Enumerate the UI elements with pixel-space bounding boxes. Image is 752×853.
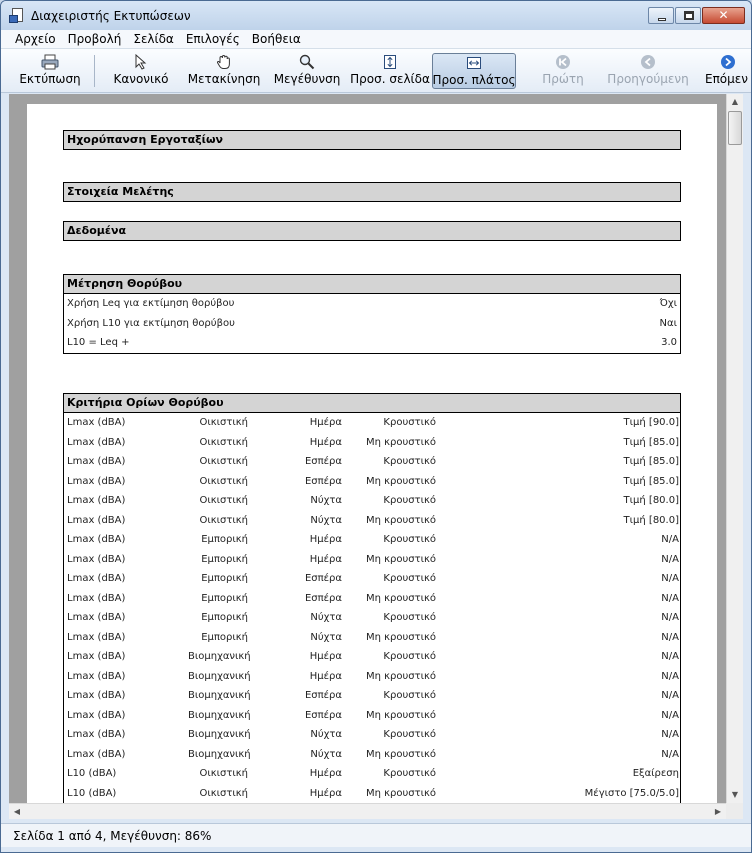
normal-mode-button[interactable] — [109, 53, 173, 89]
metric-cell: Lmax (dBA) — [67, 475, 126, 487]
table-row — [64, 530, 680, 550]
row-value: Ναι — [659, 317, 677, 329]
period-cell: Εσπέρα — [304, 475, 342, 487]
toolbar — [1, 49, 751, 93]
menu-options[interactable]: Επιλογές — [185, 32, 240, 46]
limit-cell: N/A — [661, 553, 679, 565]
period-cell: Ημέρα — [309, 787, 342, 799]
zone-cell: Οικιστική — [199, 768, 248, 780]
table-row — [64, 764, 680, 784]
first-page-icon — [553, 53, 573, 70]
horizontal-scrollbar[interactable] — [9, 803, 726, 819]
noise-type-cell: Μη κρουστικό — [365, 709, 436, 721]
table-row — [64, 647, 680, 667]
limit-cell: N/A — [661, 729, 679, 741]
scroll-down-icon[interactable]: ▼ — [731, 790, 739, 799]
report-title-section — [63, 130, 681, 150]
limit-cell: Τιμή [85.0] — [623, 436, 679, 448]
report-page — [27, 104, 717, 803]
table-row — [64, 628, 680, 648]
period-cell: Εσπέρα — [304, 592, 342, 604]
metric-cell: L10 (dBA) — [67, 768, 117, 780]
noise-type-cell: Κρουστικό — [383, 729, 436, 741]
data-section — [63, 221, 681, 241]
period-cell: Νύχτα — [310, 748, 342, 760]
next-page-label: Επόμεν — [705, 72, 748, 86]
table-row — [64, 706, 680, 726]
table-row — [64, 491, 680, 511]
metric-cell: Lmax (dBA) — [67, 729, 126, 741]
zone-cell: Βιομηχανική — [188, 690, 251, 702]
zone-cell: Οικιστική — [199, 417, 248, 429]
period-cell: Ημέρα — [309, 670, 342, 682]
fit-page-icon — [380, 53, 400, 70]
metric-cell: Lmax (dBA) — [67, 417, 126, 429]
printer-app-icon — [9, 8, 25, 24]
report-title: Ηχορύπανση Εργοταξίων — [63, 130, 681, 150]
metric-cell: Lmax (dBA) — [67, 670, 126, 682]
metric-cell: Lmax (dBA) — [67, 690, 126, 702]
menu-bar — [1, 30, 751, 49]
status-text: Σελίδα 1 από 4, Μεγέθυνση: 86% — [13, 828, 212, 843]
table-row — [64, 725, 680, 745]
table-row — [64, 413, 680, 433]
noise-type-cell: Κρουστικό — [383, 573, 436, 585]
noise-type-cell: Κρουστικό — [383, 612, 436, 624]
zoom-label: Μεγέθυνση — [273, 72, 341, 86]
scroll-left-icon[interactable]: ◀ — [13, 807, 21, 816]
limit-cell: Μέγιστο [75.0/5.0] — [584, 787, 679, 799]
metric-cell: Lmax (dBA) — [67, 553, 126, 565]
period-cell: Εσπέρα — [304, 573, 342, 585]
table-row — [64, 314, 680, 334]
window-controls — [647, 7, 745, 24]
table-row — [64, 433, 680, 453]
menu-help[interactable]: Βοήθεια — [251, 32, 301, 46]
limit-cell: Εξαίρεση — [632, 768, 679, 780]
limit-cell: Τιμή [85.0] — [623, 475, 679, 487]
noise-type-cell: Κρουστικό — [383, 534, 436, 546]
period-cell: Ημέρα — [309, 651, 342, 663]
scroll-corner — [726, 803, 743, 819]
period-cell: Εσπέρα — [304, 456, 342, 468]
fit-width-button[interactable] — [432, 53, 516, 89]
period-cell: Νύχτα — [310, 631, 342, 643]
noise-table — [63, 294, 681, 354]
noise-limits-section — [63, 393, 681, 803]
zone-cell: Βιομηχανική — [188, 670, 251, 682]
zone-cell: Βιομηχανική — [188, 651, 251, 663]
vertical-scrollbar[interactable] — [726, 94, 743, 803]
pointer-arrow-icon — [131, 53, 151, 70]
menu-page[interactable]: Σελίδα — [133, 32, 174, 46]
limit-cell: N/A — [661, 573, 679, 585]
row-label: L10 = Leq + — [67, 337, 130, 349]
limit-cell: N/A — [661, 709, 679, 721]
noise-type-cell: Μη κρουστικό — [365, 748, 436, 760]
noise-type-cell: Μη κρουστικό — [365, 787, 436, 799]
limit-cell: N/A — [661, 748, 679, 760]
previous-page-button[interactable] — [607, 53, 689, 89]
zone-cell: Οικιστική — [199, 495, 248, 507]
period-cell: Ημέρα — [309, 417, 342, 429]
hand-icon — [214, 53, 234, 70]
metric-cell: Lmax (dBA) — [67, 651, 126, 663]
table-row — [64, 667, 680, 687]
limit-cell: Τιμή [90.0] — [623, 417, 679, 429]
metric-cell: Lmax (dBA) — [67, 612, 126, 624]
noise-type-cell: Κρουστικό — [383, 417, 436, 429]
noise-type-cell: Κρουστικό — [383, 690, 436, 702]
noise-type-cell: Μη κρουστικό — [365, 592, 436, 604]
limit-cell: N/A — [661, 534, 679, 546]
period-cell: Ημέρα — [309, 768, 342, 780]
noise-type-cell: Κρουστικό — [383, 495, 436, 507]
zone-cell: Οικιστική — [199, 514, 248, 526]
row-value: Όχι — [659, 298, 677, 310]
zoom-mode-button[interactable] — [274, 53, 340, 89]
scroll-up-icon[interactable]: ▲ — [731, 97, 739, 106]
metric-cell: Lmax (dBA) — [67, 573, 126, 585]
first-page-label: Πρώτη — [542, 72, 584, 86]
table-row — [64, 294, 680, 314]
limit-cell: Τιμή [80.0] — [623, 514, 679, 526]
normal-label: Κανονικό — [113, 72, 169, 86]
fit-page-button[interactable] — [350, 53, 430, 89]
first-page-button[interactable] — [537, 53, 589, 89]
period-cell: Νύχτα — [310, 514, 342, 526]
limit-cell: Τιμή [85.0] — [623, 456, 679, 468]
close-button[interactable] — [702, 7, 745, 24]
zone-cell: Οικιστική — [199, 475, 248, 487]
print-label: Εκτύπωση — [19, 72, 81, 86]
vertical-scroll-thumb[interactable] — [728, 111, 742, 145]
printer-icon — [40, 53, 60, 70]
noise-heading: Μέτρηση Θορύβου — [63, 274, 681, 294]
fit-page-label: Προσ. σελίδα — [350, 72, 430, 86]
scroll-right-icon[interactable]: ▶ — [714, 807, 722, 816]
metric-cell: L10 (dBA) — [67, 787, 117, 799]
noise-type-cell: Κρουστικό — [383, 456, 436, 468]
maximize-button[interactable] — [675, 7, 701, 24]
period-cell: Ημέρα — [309, 534, 342, 546]
period-cell: Ημέρα — [309, 553, 342, 565]
metric-cell: Lmax (dBA) — [67, 631, 126, 643]
zone-cell: Εμπορική — [201, 553, 248, 565]
noise-type-cell: Μη κρουστικό — [365, 436, 436, 448]
zone-cell: Οικιστική — [199, 436, 248, 448]
metric-cell: Lmax (dBA) — [67, 514, 126, 526]
zone-cell: Οικιστική — [199, 787, 248, 799]
zone-cell: Εμπορική — [201, 534, 248, 546]
noise-measurement-section — [63, 274, 681, 354]
noise-type-cell: Μη κρουστικό — [365, 670, 436, 682]
zone-cell: Εμπορική — [201, 573, 248, 585]
noise-type-cell: Μη κρουστικό — [365, 631, 436, 643]
limit-cell: N/A — [661, 612, 679, 624]
move-label: Μετακίνηση — [187, 72, 261, 86]
limit-cell: N/A — [661, 631, 679, 643]
preview-viewport[interactable] — [9, 94, 726, 803]
table-row — [64, 333, 680, 353]
close-icon: ✕ — [718, 8, 729, 22]
zone-cell: Εμπορική — [201, 631, 248, 643]
menu-file[interactable]: Αρχείο — [15, 32, 56, 46]
table-row — [64, 452, 680, 472]
table-row — [64, 472, 680, 492]
minimize-icon — [658, 18, 666, 21]
table-row — [64, 550, 680, 570]
metric-cell: Lmax (dBA) — [67, 709, 126, 721]
zone-cell: Εμπορική — [201, 612, 248, 624]
magnifier-icon — [297, 53, 317, 70]
metric-cell: Lmax (dBA) — [67, 748, 126, 760]
next-page-icon — [718, 53, 738, 70]
row-label: Χρήση Leq για εκτίμηση θορύβου — [67, 298, 235, 310]
table-row — [64, 608, 680, 628]
limit-cell: N/A — [661, 651, 679, 663]
limit-cell: N/A — [661, 670, 679, 682]
metric-cell: Lmax (dBA) — [67, 495, 126, 507]
period-cell: Εσπέρα — [304, 690, 342, 702]
table-row — [64, 569, 680, 589]
row-value: 3.0 — [661, 337, 677, 349]
toolbar-separator — [94, 55, 95, 87]
row-label: Χρήση L10 για εκτίμηση θορύβου — [67, 317, 235, 329]
maximize-icon — [684, 11, 694, 20]
table-row — [64, 686, 680, 706]
metric-cell: Lmax (dBA) — [67, 436, 126, 448]
print-button[interactable] — [15, 53, 85, 89]
status-bar — [1, 823, 751, 847]
period-cell: Εσπέρα — [304, 709, 342, 721]
fit-width-icon — [464, 54, 484, 71]
zone-cell: Βιομηχανική — [188, 709, 251, 721]
zone-cell: Βιομηχανική — [188, 729, 251, 741]
title-bar[interactable] — [1, 1, 751, 30]
limit-cell: Τιμή [80.0] — [623, 495, 679, 507]
limit-cell: N/A — [661, 690, 679, 702]
zone-cell: Εμπορική — [201, 592, 248, 604]
noise-type-cell: Κρουστικό — [383, 768, 436, 780]
fit-width-label: Προσ. πλάτος — [432, 73, 516, 87]
table-row — [64, 745, 680, 765]
metric-cell: Lmax (dBA) — [67, 456, 126, 468]
metric-cell: Lmax (dBA) — [67, 592, 126, 604]
table-row — [64, 511, 680, 531]
criteria-table — [63, 413, 681, 803]
zone-cell: Οικιστική — [199, 456, 248, 468]
noise-type-cell: Κρουστικό — [383, 651, 436, 663]
noise-type-cell: Μη κρουστικό — [365, 475, 436, 487]
noise-type-cell: Μη κρουστικό — [365, 514, 436, 526]
period-cell: Ημέρα — [309, 436, 342, 448]
previous-page-label: Προηγούμενη — [607, 72, 689, 86]
limit-cell: N/A — [661, 592, 679, 604]
table-row — [64, 589, 680, 609]
noise-type-cell: Μη κρουστικό — [365, 553, 436, 565]
data-heading: Δεδομένα — [63, 221, 681, 241]
menu-view[interactable]: Προβολή — [67, 32, 122, 46]
minimize-button[interactable] — [648, 7, 674, 24]
previous-page-icon — [638, 53, 658, 70]
study-section — [63, 182, 681, 202]
period-cell: Νύχτα — [310, 729, 342, 741]
period-cell: Νύχτα — [310, 612, 342, 624]
next-page-button[interactable] — [705, 53, 751, 89]
window-title: Διαχειριστής Εκτυπώσεων — [31, 8, 191, 23]
zone-cell: Βιομηχανική — [188, 748, 251, 760]
move-mode-button[interactable] — [188, 53, 260, 89]
criteria-heading: Κριτήρια Ορίων Θορύβου — [63, 393, 681, 413]
period-cell: Νύχτα — [310, 495, 342, 507]
metric-cell: Lmax (dBA) — [67, 534, 126, 546]
table-row — [64, 784, 680, 804]
study-heading: Στοιχεία Μελέτης — [63, 182, 681, 202]
